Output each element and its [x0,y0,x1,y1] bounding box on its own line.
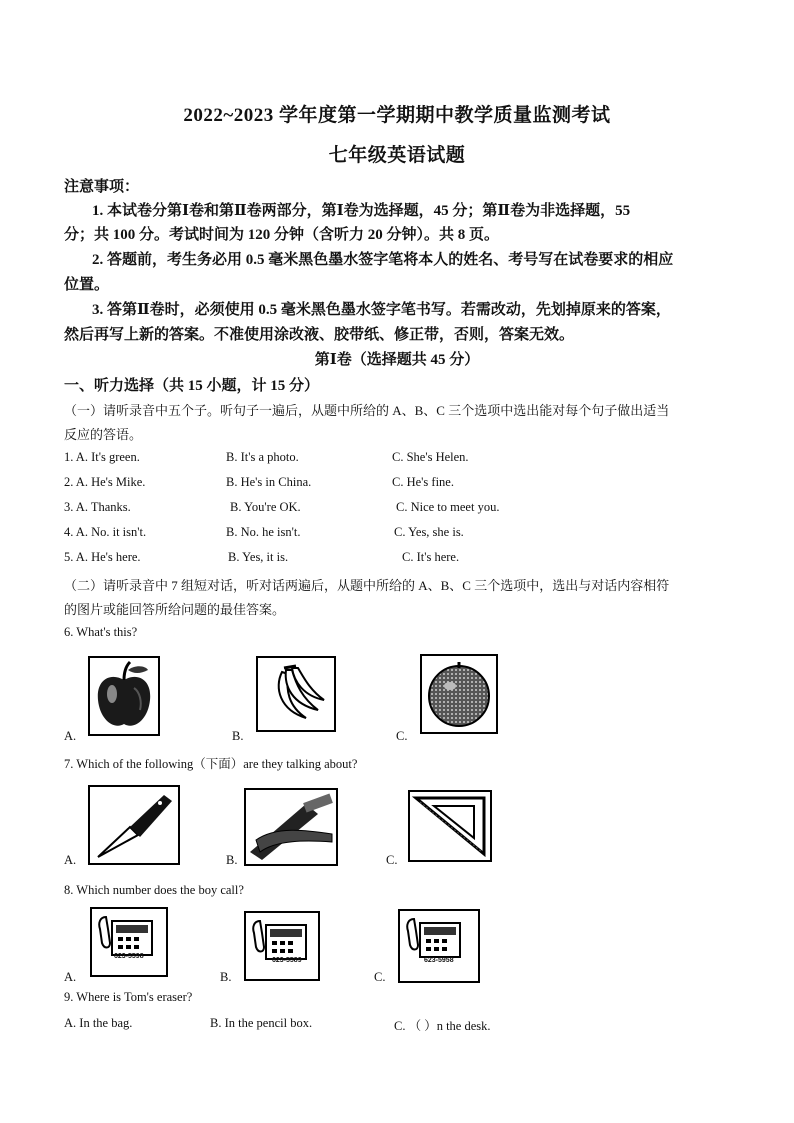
sub-2-instructions-line-1: （二）请听录音中 7 组短对话，听对话两遍后，从题中所给的 A、B、C 三个选项中，选出与对话内容相符 [64,578,670,593]
knives-icon [246,790,336,864]
notice-item-2-line-1: 2. 答题前，考生务必用 0.5 毫米黑色墨水签字笔将本人的姓名、考号写在试卷要求的相应 [92,252,674,268]
q6-banana-image [256,656,336,732]
q9-question: 9. Where is Tom's eraser? [64,990,193,1004]
q6-letter-c: C. [396,729,408,743]
q8-phone-b-number: 623-5589 [272,957,302,964]
exam-title: 2022~2023 学年度第一学期期中教学质量监测考试 [183,105,611,126]
notice-item-1-line-2: 分；共 100 分。考试时间为 120 分钟（含听力 20 分钟）。共 8 页。 [64,227,500,243]
q2-option-a: 2. A. He's Mike. [64,475,146,489]
knife-icon [90,787,178,863]
telephone-icon [92,909,166,975]
q7-letter-a: A. [64,853,77,867]
q7-set-square-image [408,790,492,862]
q7-knife-image [88,785,180,865]
q8-phone-b-image [244,911,320,981]
q7-knives-image [244,788,338,866]
notice-item-1-line-1: 1. 本试卷分第Ⅰ卷和第Ⅱ卷两部分，第Ⅰ卷为选择题，45 分；第Ⅱ卷为非选择题，55 [92,203,631,219]
q9-option-c: C. （ ）n the desk. [394,1019,491,1033]
q6-question: 6. What's this? [64,625,138,639]
q8-phone-c-number: 623-5958 [424,957,454,964]
q8-phone-c-image [398,909,480,983]
notice-item-2-line-2: 位置。 [64,277,110,293]
q8-phone-a-number: 623-5598 [114,953,144,960]
q4-option-b: B. No. he isn't. [226,525,301,539]
q6-letter-b: B. [232,729,244,743]
q1-option-b: B. It's a photo. [226,450,299,464]
q8-letter-b: B. [220,970,232,984]
q4-option-a: 4. A. No. it isn't. [64,525,147,539]
q2-option-c: C. He's fine. [392,475,454,489]
q8-phone-a-image [90,907,168,977]
notice-heading: 注意事项： [64,179,140,195]
q4-option-c: C. Yes, she is. [394,525,464,539]
q5-option-c: C. It's here. [402,550,460,564]
q1-option-a: 1. A. It's green. [64,450,140,464]
telephone-icon [246,913,318,979]
q7-letter-b: B. [226,853,238,867]
q6-letter-a: A. [64,729,77,743]
q7-letter-c: C. [386,853,398,867]
q5-option-a: 5. A. He's here. [64,550,141,564]
sub-2-instructions-line-2: 的图片或能回答所给问题的最佳答案。 [64,602,286,617]
part-1-title: 第Ⅰ卷（选择题共 45 分） [314,352,480,368]
section-1-title: 一、听力选择（共 15 小题，计 15 分） [64,378,320,394]
banana-icon [258,658,334,730]
sub-1-instructions-line-2: 反应的答语。 [64,427,143,442]
q6-orange-image [420,654,498,734]
q3-option-b: B. You're OK. [230,500,301,514]
q8-letter-c: C. [374,970,386,984]
q5-option-b: B. Yes, it is. [228,550,289,564]
notice-item-3-line-1: 3. 答第Ⅱ卷时，必须使用 0.5 毫米黑色墨水签字笔书写。若需改动，先划掉原来的答案， [92,302,671,318]
q1-option-c: C. She's Helen. [392,450,469,464]
q3-option-c: C. Nice to meet you. [396,500,500,514]
q8-question: 8. Which number does the boy call? [64,883,244,897]
q2-option-b: B. He's in China. [226,475,312,489]
orange-icon [422,656,496,732]
sub-1-instructions-line-1: （一）请听录音中五个子。听句子一遍后，从题中所给的 A、B、C 三个选项中选出能对每个句子做出适当 [64,403,670,418]
q6-apple-image [88,656,160,736]
set-square-icon [410,792,490,860]
q8-letter-a: A. [64,970,77,984]
notice-item-3-line-2: 然后再写上新的答案。不准使用涂改液、胶带纸、修正带，否则，答案无效。 [64,327,575,343]
telephone-icon [400,911,478,981]
q9-option-a: A. In the bag. [64,1016,133,1030]
q9-option-b: B. In the pencil box. [210,1016,313,1030]
apple-icon [90,658,158,734]
q3-option-a: 3. A. Thanks. [64,500,131,514]
q7-question: 7. Which of the following（下面）are they talking about? [64,757,358,771]
exam-subtitle: 七年级英语试题 [328,145,466,166]
